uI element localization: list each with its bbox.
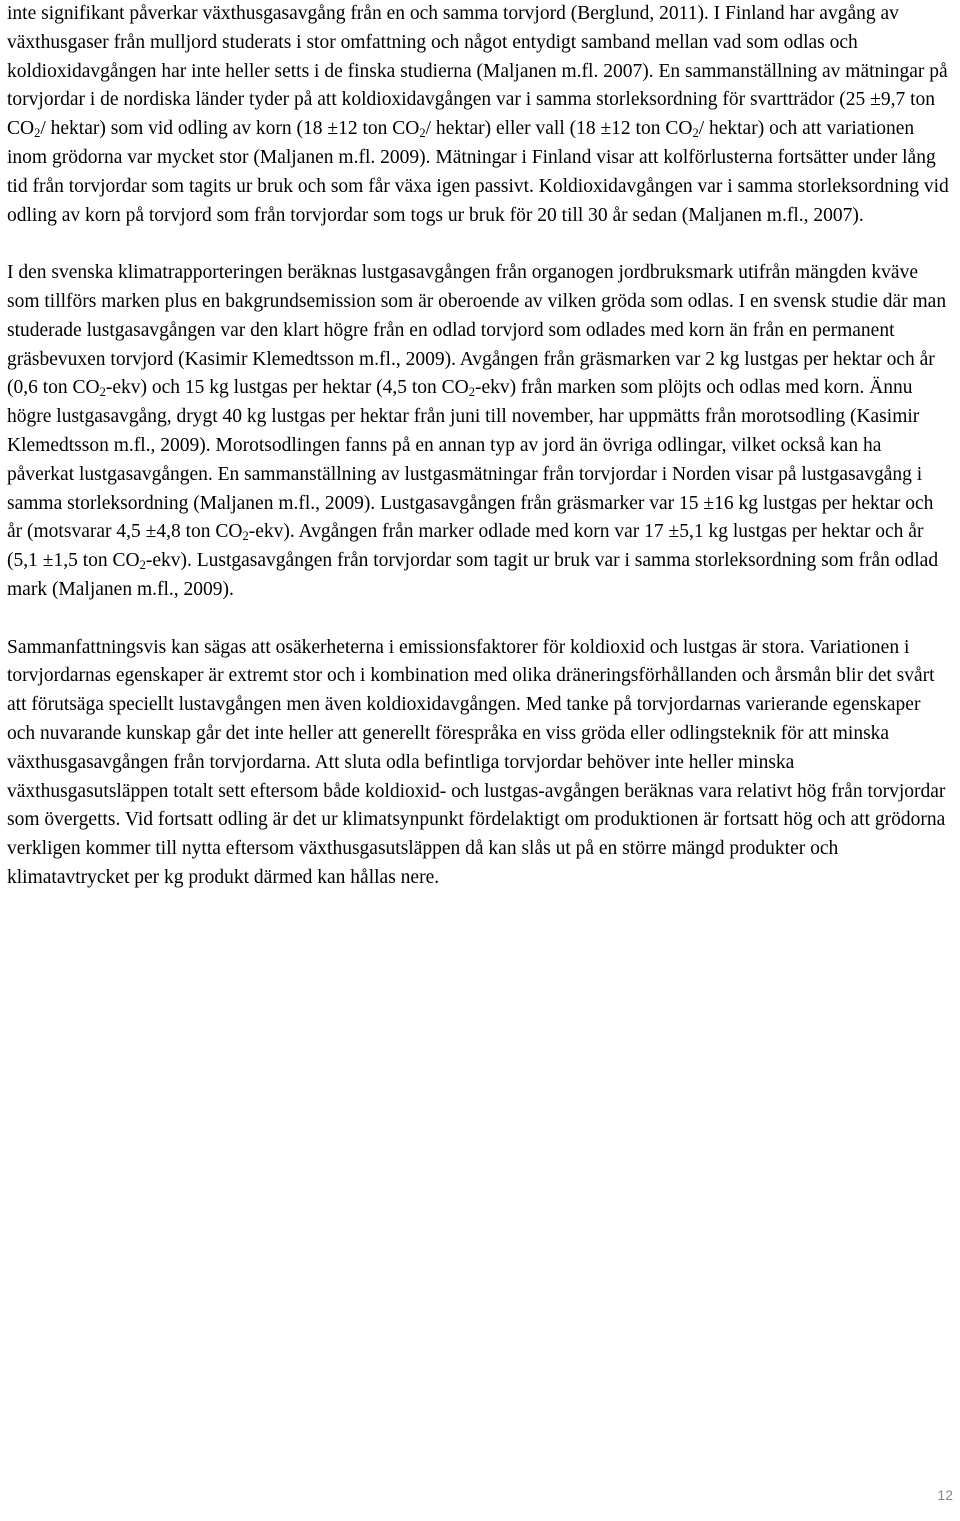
text-segment: inte signifikant påverkar växthusgasavgång från en och samma torvjord (Berglund, 2011). I Finland har avgång av växthusgaser från mulljord studerats i stor omfattning och något entydigt samband mellan vad som odlas och koldioxidavgången har inte heller setts i de finska studierna (Maljanen m.fl. 2007). En sammanställning av mätningar på torvjordar i de nordiska länder tyder på att koldioxidavgången var i samma storleksordning för svartträdor (25 ±9,7 ton CO: [7, 3, 948, 140]
subscript: 2: [419, 126, 426, 141]
paragraph-co2-emissions: [7, 0, 953, 230]
text-segment: / hektar) eller vall (18 ±12 ton CO: [425, 118, 693, 140]
text-segment: / hektar) som vid odling av korn (18 ±12 ton CO: [40, 118, 420, 140]
paragraph-nitrous-oxide: [7, 259, 953, 605]
document-page: [7, 0, 953, 893]
text-segment: / hektar) och att variationen inom grödorna var mycket stor (Maljanen m.fl. 2009). Mätningar i Finland visar att kolförlusterna fortsätter under lång tid från torvjordar som tagits ur bruk och som får växa igen passivt. Koldioxidavgången var i samma storleksordning vid odling av korn på torvjord som från torvjordar som togs ur bruk för 20 till 30 år sedan (Maljanen m.fl., 2007).: [7, 118, 949, 226]
text-segment: -ekv). Avgången från marker odlade med korn var 17 ±5,1 kg lustgas per hektar och år (5,1 ±1,5 ton CO: [7, 521, 924, 572]
subscript: 2: [139, 558, 146, 573]
text-segment: Sammanfattningsvis kan sägas att osäkerheterna i emissionsfaktorer för koldioxid och lustgas är stora. Variationen i torvjordarnas egenskaper är extremt stor och i kombination med olika dräneringsförhållanden och årsmån blir det svårt att förutsäga speciellt lustavgången men även koldioxidavgången. Med tanke på torvjordarnas varierande egenskaper och nuvarande kunskap går det inte heller att generellt förespråka en viss gröda eller odlingsteknik för att minska växthusgasavgången från torvjordarna. Att sluta odla befintliga torvjordar behöver inte heller minska växthusgasutsläppen totalt sett eftersom både koldioxid- och lustgas-avgången beräknas vara relativt hög från torvjordar som övergetts. Vid fortsatt odling är det ur klimatsynpunkt fördelaktigt om produktionen är fortsatt hög och att grödorna verkligen kommer till nytta eftersom växthusgasutsläppen då kan slås ut på en större mängd produkter och klimatavtrycket per kg produkt därmed kan hållas nere.: [7, 636, 946, 888]
subscript: 2: [34, 126, 41, 141]
text-segment: -ekv) och 15 kg lustgas per hektar (4,5 ton CO: [105, 377, 469, 399]
subscript: 2: [692, 126, 699, 141]
text-segment: -ekv) från marken som plöjts och odlas med korn. Ännu högre lustgasavgång, drygt 40 kg lustgas per hektar från juni till november, har uppmätts från morotsodling (Kasimir Klemedtsson m.fl., 2009). Morotsodlingen fanns på en annan typ av jord än övriga odlingar, vilket också kan ha påverkat lustgasavgången. En sammanställning av lustgasmätningar från torvjordar i Norden visar på lustgasavgång i samma storleksordning (Maljanen m.fl., 2009). Lustgasavgången från gräsmarker var 15 ±16 kg lustgas per hektar och år (motsvarar 4,5 ±4,8 ton CO: [7, 377, 934, 543]
subscript: 2: [242, 529, 249, 544]
subscript: 2: [468, 385, 475, 400]
text-segment: I den svenska klimatrapporteringen beräknas lustgasavgången från organogen jordbruksmark utifrån mängden kväve som tillförs marken plus en bakgrundsemission som är oberoende av vilken gröda som odlas. I en svensk studie där man studerade lustgasavgången var den klart högre från en odlad torvjord som odlades med korn än från en permanent gräsbevuxen torvjord (Kasimir Klemedtsson m.fl., 2009). Avgången från gräsmarken var 2 kg lustgas per hektar och år (0,6 ton CO: [7, 262, 947, 399]
page-number: 12: [937, 1487, 953, 1503]
text-segment: -ekv). Lustgasavgången från torvjordar som tagit ur bruk var i samma storleksordning som från odlad mark (Maljanen m.fl., 2009).: [7, 550, 939, 600]
paragraph-summary: [7, 634, 953, 893]
subscript: 2: [99, 385, 106, 400]
